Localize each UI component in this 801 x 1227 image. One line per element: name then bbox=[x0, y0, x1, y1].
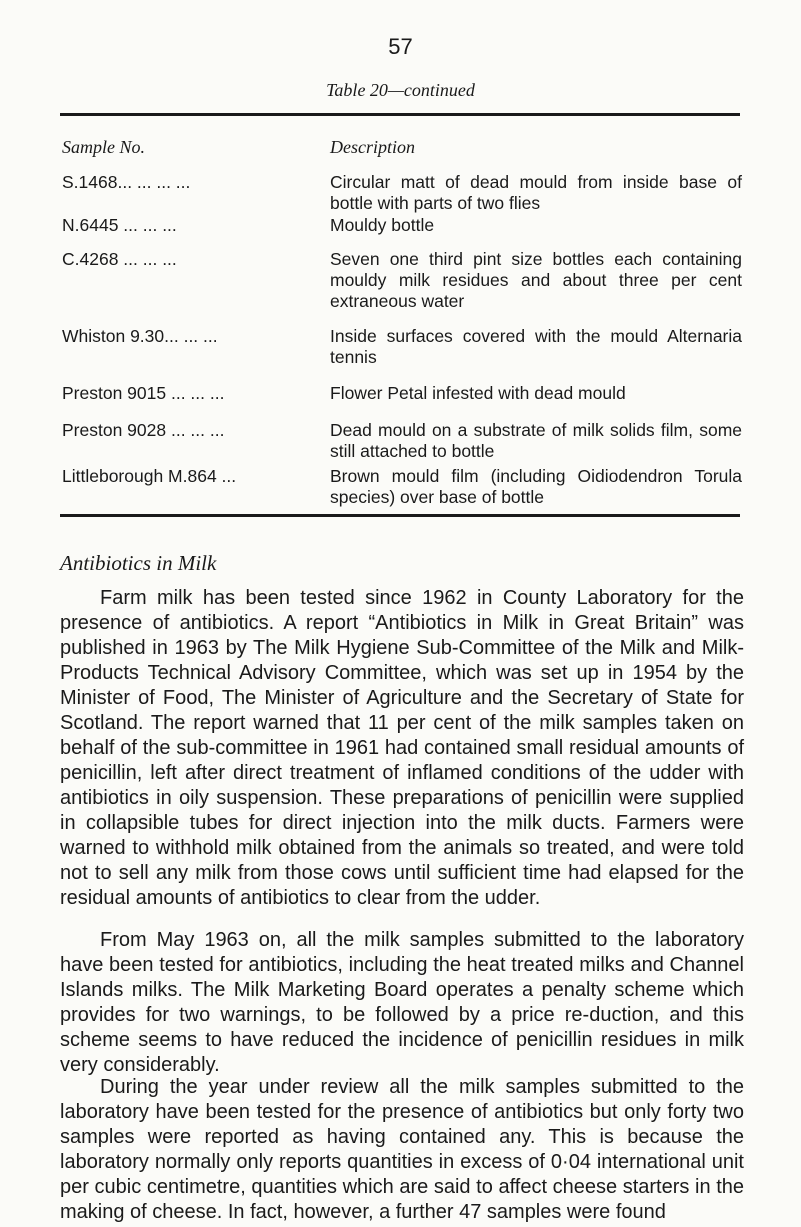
page-number: 57 bbox=[388, 34, 413, 59]
sample-number: N.6445 ... ... ... bbox=[62, 215, 177, 235]
sample-description: Dead mould on a substrate of milk solids film, some still attached to bottle bbox=[330, 420, 742, 461]
sample-description: Mouldy bottle bbox=[330, 215, 435, 235]
table-bottom-rule bbox=[60, 514, 740, 517]
sample-description: Seven one third pint size bottles each containing mouldy milk residues and about three per cent extraneous water bbox=[330, 249, 742, 311]
body-paragraph: During the year under review all the milk samples submitted to the laboratory have been tested for the presence of antibiotics but only forty two samples were reported as having contained any. This is because the laboratory normally only reports quantities in excess of 0·04 international unit per cubic centimetre, quantities which are said to affect cheese starters in the making of cheese. In fact, however, a further 47 samples were found bbox=[60, 1076, 744, 1223]
sample-number: C.4268 ... ... ... bbox=[62, 249, 177, 269]
sample-number: S.1468... ... ... ... bbox=[62, 172, 191, 192]
sample-number: Littleborough M.864 ... bbox=[62, 466, 237, 486]
section-title: Antibiotics in Milk bbox=[60, 551, 217, 575]
table-caption: Table 20—continued bbox=[326, 80, 475, 100]
sample-description: Flower Petal infested with dead mould bbox=[330, 383, 626, 403]
sample-number: Preston 9015 ... ... ... bbox=[62, 383, 225, 403]
body-paragraph: Farm milk has been tested since 1962 in County Laboratory for the presence of antibiotics. A report “Antibiotics in Milk in Great Britain” was published in 1963 by The Milk Hygiene Sub-Committee of the Milk and Milk-Products Technical Advisory Committee, which was set up in 1954 by the Minister of Food, The Minister of Agriculture and the Secretary of State for Scotland. The report warned that 11 per cent of the milk samples taken on behalf of the sub-committee in 1961 had contained small residual amounts of penicillin, left after direct treatment of inflamed conditions of the udder with antibiotics in oily suspension. These preparations of penicillin were supplied in collapsible tubes for direct injection into the milk ducts. Farmers were warned to withhold milk obtained from the animals so treated, and were told not to sell any milk from those cows until sufficient time had elapsed for the residual amounts of antibiotics to clear from the udder. bbox=[60, 587, 744, 909]
sample-description: Circular matt of dead mould from inside base of bottle with parts of two flies bbox=[330, 172, 742, 213]
sample-description: Brown mould film (including Oidiodendron Torula species) over base of bottle bbox=[330, 466, 742, 507]
column-header-description: Description bbox=[330, 137, 415, 157]
table-top-rule bbox=[60, 113, 740, 116]
sample-number: Whiston 9.30... ... ... bbox=[62, 326, 218, 346]
column-header-sample: Sample No. bbox=[62, 137, 145, 157]
body-paragraph: From May 1963 on, all the milk samples submitted to the laboratory have been tested for antibiotics, including the heat treated milks and Channel Islands milks. The Milk Marketing Board operates a penalty scheme which provides for two warnings, to be followed by a price re-duction, and this scheme seems to have reduced the incidence of penicillin residues in milk very considerably. bbox=[60, 929, 744, 1076]
sample-description: Inside surfaces covered with the mould Alternaria tennis bbox=[330, 326, 742, 367]
sample-number: Preston 9028 ... ... ... bbox=[62, 420, 225, 440]
